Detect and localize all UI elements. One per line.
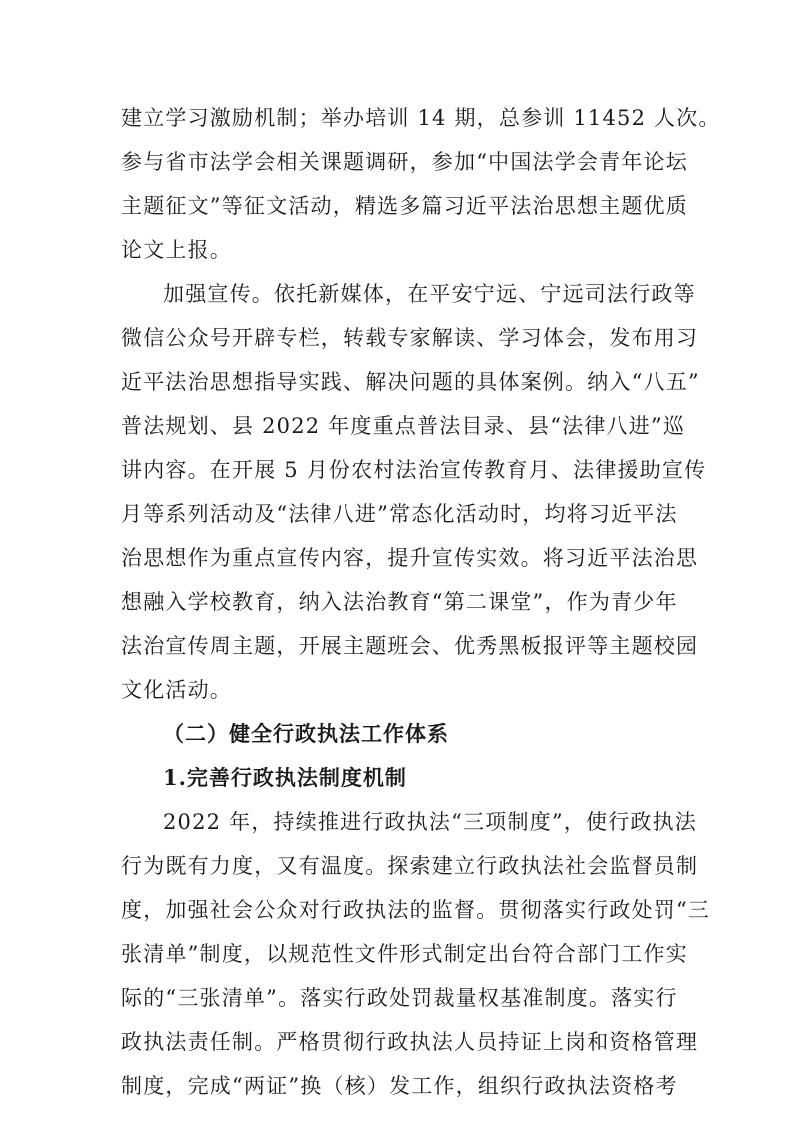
body-text-line: 际的“三张清单”。落实行政处罚裁量权基准制度。落实行: [121, 986, 678, 1010]
body-text-line: 参与省市法学会相关课题调研，参加“中国法学会青年论坛: [121, 150, 688, 174]
body-text-line: 近平法治思想指导实践、解决问题的具体案例。纳入“八五”: [121, 370, 700, 394]
body-text-line: 讲内容。在开展 5 月份农村法治宣传教育月、法律援助宣传: [121, 458, 707, 482]
body-text-line: 月等系列活动及“法律八进”常态化活动时，均将习近平法: [121, 502, 678, 526]
subsection-heading: 1.完善行政执法制度机制: [163, 765, 407, 790]
body-text-line: 想融入学校教育，纳入法治教育“第二课堂”，作为青少年: [121, 590, 678, 614]
body-text-line: 普法规划、县 2022 年度重点普法目录、县“法律八进”巡: [121, 414, 686, 438]
body-text-line: 度，加强社会公众对行政执法的监督。贯彻落实行政处罚“三: [121, 898, 711, 922]
body-text-line: 治思想作为重点宣传内容，提升宣传实效。将习近平法治思: [121, 546, 699, 570]
body-text-line: 张清单”制度，以规范性文件形式制定出台符合部门工作实: [121, 942, 688, 966]
paragraph-first-line: 加强宣传。依托新媒体，在平安宁远、宁远司法行政等: [163, 282, 696, 306]
body-text-line: 微信公众号开辟专栏，转载专家解读、学习体会，发布用习: [121, 326, 699, 350]
section-heading: （二）健全行政执法工作体系: [163, 721, 449, 746]
body-text-line: 主题征文”等征文活动，精选多篇习近平法治思想主题优质: [121, 194, 688, 218]
body-text-line: 论文上报。: [121, 238, 232, 262]
body-text-line: 政执法责任制。严格贯彻行政执法人员持证上岗和资格管理: [121, 1030, 699, 1054]
body-text-line: 制度，完成“两证”换（核）发工作，组织行政执法资格考: [121, 1074, 678, 1098]
paragraph-first-line: 2022 年，持续推进行政执法“三项制度”，使行政执法: [163, 810, 697, 834]
body-text-line: 建立学习激励机制；举办培训 14 期，总参训 11452 人次。: [121, 106, 721, 130]
body-text-line: 行为既有力度，又有温度。探索建立行政执法社会监督员制: [121, 854, 699, 878]
body-text-line: 法治宣传周主题，开展主题班会、优秀黑板报评等主题校园: [121, 634, 699, 658]
body-text-line: 文化活动。: [121, 678, 232, 702]
